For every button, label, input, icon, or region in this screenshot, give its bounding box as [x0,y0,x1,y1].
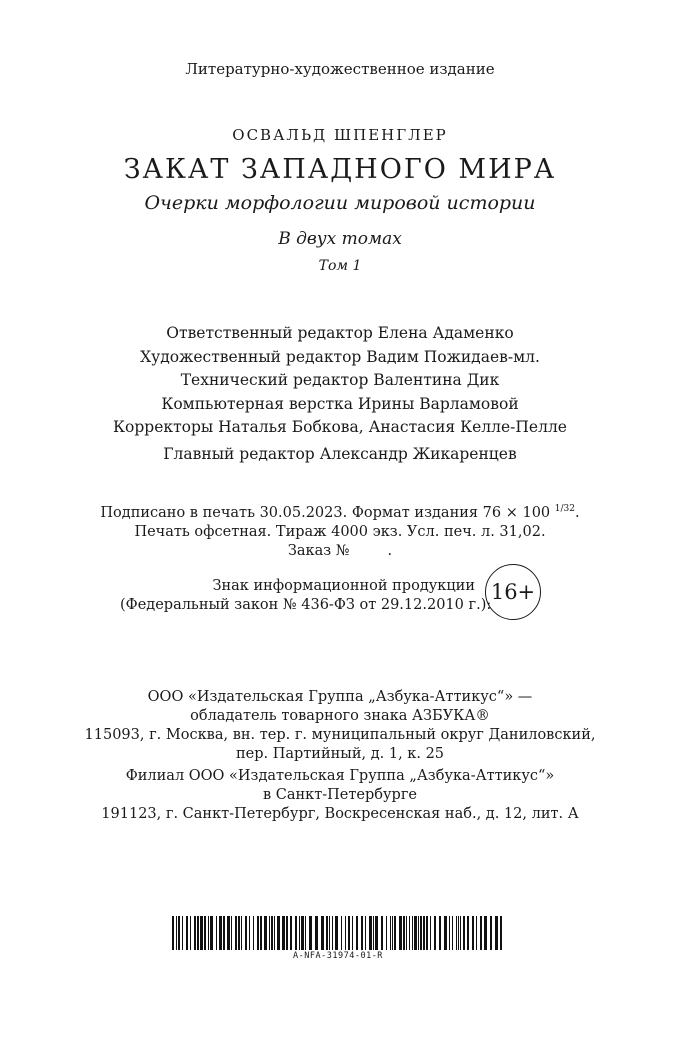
edition-type: Литературно-художественное издание [185,60,495,78]
credit-line: Художественный редактор Вадим Пожидаев-мл. [140,347,540,366]
barcode-icon [172,916,504,950]
branch-line: в Санкт-Петербурге [263,787,417,803]
print-line-2: Печать офсетная. Тираж 4000 экз. Усл. печ. л. 31,02. [134,523,546,540]
credit-line: Компьютерная верстка Ирины Варламовой [161,394,519,413]
order-line: Заказ № . [287,542,393,559]
print-line-1: Подписано в печать 30.05.2023. Формат издания 76 × 100 $^{1/32}$. [100,504,580,521]
info-sign-text [120,577,492,615]
volume-number: Том 1 [318,258,362,274]
branch-block [0,767,680,824]
credit-line: Корректоры Наталья Бобкова, Анастасия Келле-Пелле [113,418,567,436]
info-sign-line-1: Знак информационной продукции [212,578,475,594]
publisher-line: 115093, г. Москва, вн. тер. г. муниципальный округ Даниловский, [84,727,596,743]
credit-line: Технический редактор Валентина Дик [180,371,500,389]
barcode-text: A-NFA-31974-01-R [293,951,383,961]
credit-line: Ответственный редактор Елена Адаменко [166,324,514,342]
publisher-line: обладатель товарного знака АЗБУКА® [190,708,490,724]
publisher-line: ООО «Издательская Группа „Азбука-Аттикус“» — [147,689,533,705]
chief-editor: Главный редактор Александр Жикаренцев [163,445,517,463]
age-rating-badge: 16+ [485,564,541,620]
author-name: ОСВАЛЬД ШПЕНГЛЕР [232,126,448,144]
branch-line: Филиал ООО «Издательская Группа „Азбука-Аттикус“» [125,768,555,784]
format-fraction: 1/32 [554,504,575,514]
book-title: ЗАКАТ ЗАПАДНОГО МИРА [123,154,557,185]
publisher-block [0,688,680,764]
publisher-line: пер. Партийный, д. 1, к. 25 [235,746,445,762]
volumes-note: В двух томах [278,229,402,249]
book-subtitle: Очерки морфологии мировой истории [144,192,536,214]
print-info [0,500,680,561]
branch-line: 191123, г. Санкт-Петербург, Воскресенская наб., д. 12, лит. А [101,806,579,822]
credits-block [0,322,680,440]
info-sign-line-2: (Федеральный закон № 436-ФЗ от 29.12.2010 г.): [120,597,492,613]
